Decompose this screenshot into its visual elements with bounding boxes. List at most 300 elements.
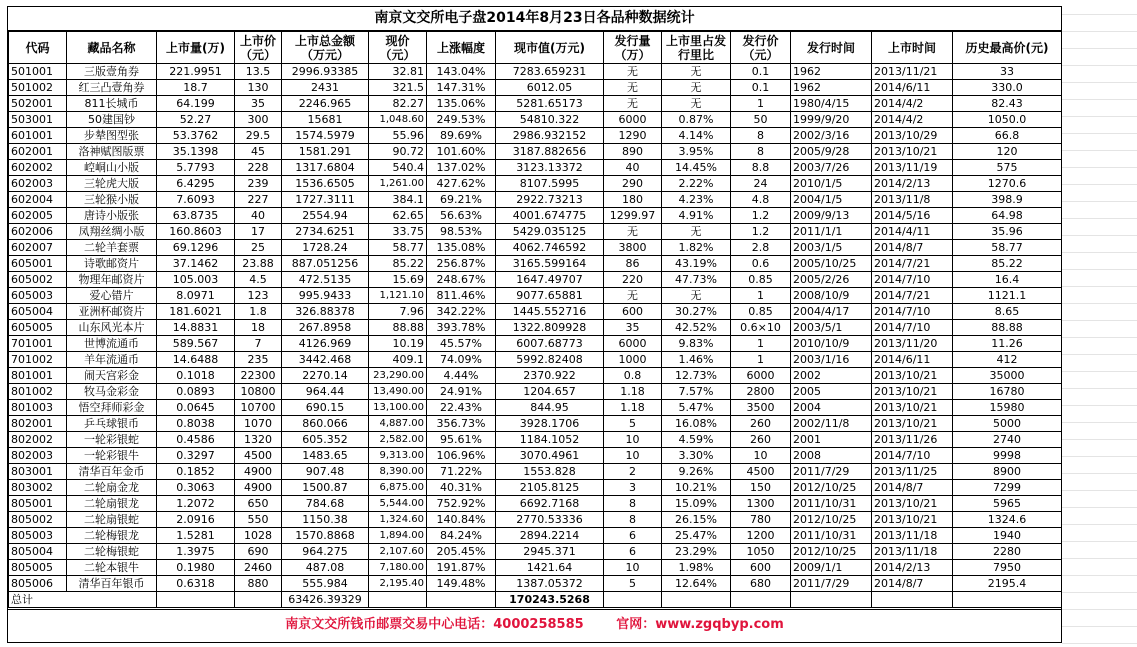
table-cell[interactable]: 二轮扇银蛇 [67, 512, 157, 528]
table-cell[interactable]: 8.65 [953, 304, 1062, 320]
table-cell[interactable]: 3.30% [662, 448, 731, 464]
table-cell[interactable]: 1421.64 [496, 560, 604, 576]
table-cell[interactable]: 1050.0 [953, 112, 1062, 128]
table-cell[interactable]: 30.27% [662, 304, 731, 320]
table-cell[interactable]: 398.9 [953, 192, 1062, 208]
table-cell[interactable]: 135.06% [427, 96, 496, 112]
table-cell[interactable] [427, 592, 496, 608]
table-cell[interactable]: 2770.53336 [496, 512, 604, 528]
table-cell[interactable]: 7 [235, 336, 282, 352]
table-cell[interactable]: 2370.922 [496, 368, 604, 384]
table-cell[interactable]: 181.6021 [157, 304, 235, 320]
table-cell[interactable]: 342.22% [427, 304, 496, 320]
table-cell[interactable]: 45 [235, 144, 282, 160]
table-cell[interactable]: 140.84% [427, 512, 496, 528]
table-cell[interactable]: 11.26 [953, 336, 1062, 352]
table-cell[interactable]: 22.43% [427, 400, 496, 416]
table-cell[interactable]: 487.08 [282, 560, 369, 576]
table-cell[interactable]: 2014/8/7 [872, 240, 953, 256]
table-cell[interactable]: 54810.322 [496, 112, 604, 128]
table-cell[interactable]: 802001 [9, 416, 67, 432]
table-cell[interactable]: 540.4 [369, 160, 427, 176]
table-cell[interactable]: 2013/11/8 [872, 192, 953, 208]
table-cell[interactable]: 1.98% [662, 560, 731, 576]
table-cell[interactable]: 1150.38 [282, 512, 369, 528]
table-cell[interactable]: 清华百年银币 [67, 576, 157, 592]
table-cell[interactable]: 256.87% [427, 256, 496, 272]
table-cell[interactable]: 6000 [731, 368, 791, 384]
table-cell[interactable]: 600 [604, 304, 662, 320]
table-cell[interactable]: 811.46% [427, 288, 496, 304]
table-cell[interactable]: 2005/2/26 [791, 272, 872, 288]
table-cell[interactable]: 2013/10/21 [872, 512, 953, 528]
table-cell[interactable]: 4900 [235, 464, 282, 480]
table-cell[interactable]: 63.8735 [157, 208, 235, 224]
table-cell[interactable]: 1574.5979 [282, 128, 369, 144]
table-cell[interactable]: 2013/11/18 [872, 544, 953, 560]
table-cell[interactable]: 1962 [791, 80, 872, 96]
table-cell[interactable]: 2004 [791, 400, 872, 416]
table-cell[interactable]: 801002 [9, 384, 67, 400]
table-cell[interactable]: 10 [604, 560, 662, 576]
table-cell[interactable]: 5281.65173 [496, 96, 604, 112]
table-cell[interactable]: 880 [235, 576, 282, 592]
table-cell[interactable]: 780 [731, 512, 791, 528]
table-cell[interactable]: 235 [235, 352, 282, 368]
table-cell[interactable]: 9,313.00 [369, 448, 427, 464]
table-cell[interactable]: 589.567 [157, 336, 235, 352]
table-cell[interactable]: 1050 [731, 544, 791, 560]
table-cell[interactable]: 3928.1706 [496, 416, 604, 432]
table-cell[interactable]: 605002 [9, 272, 67, 288]
table-cell[interactable]: 2.8 [731, 240, 791, 256]
table-cell[interactable]: 55.96 [369, 128, 427, 144]
table-cell[interactable]: 0.3063 [157, 480, 235, 496]
table-cell[interactable]: 2986.932152 [496, 128, 604, 144]
table-cell[interactable]: 1000 [604, 352, 662, 368]
table-cell[interactable]: 7283.659231 [496, 64, 604, 80]
table-cell[interactable]: 二轮梅银龙 [67, 528, 157, 544]
table-cell[interactable]: 802003 [9, 448, 67, 464]
table-cell[interactable]: 1.8 [235, 304, 282, 320]
table-cell[interactable]: 801001 [9, 368, 67, 384]
table-cell[interactable] [791, 592, 872, 608]
table-cell[interactable]: 805005 [9, 560, 67, 576]
table-cell[interactable]: 9.26% [662, 464, 731, 480]
table-cell[interactable]: 803001 [9, 464, 67, 480]
table-cell[interactable]: 0.1 [731, 80, 791, 96]
table-cell[interactable]: 2010/1/5 [791, 176, 872, 192]
table-cell[interactable]: 24 [731, 176, 791, 192]
table-cell[interactable]: 二轮本银牛 [67, 560, 157, 576]
table-cell[interactable]: 无 [604, 288, 662, 304]
table-cell[interactable]: 10 [731, 448, 791, 464]
table-cell[interactable]: 2003/1/5 [791, 240, 872, 256]
table-cell[interactable]: 602002 [9, 160, 67, 176]
table-cell[interactable]: 47.73% [662, 272, 731, 288]
table-cell[interactable]: 1,324.60 [369, 512, 427, 528]
table-cell[interactable]: 1.18 [604, 384, 662, 400]
table-cell[interactable]: 89.69% [427, 128, 496, 144]
table-cell[interactable]: 907.48 [282, 464, 369, 480]
table-cell[interactable]: 无 [662, 224, 731, 240]
table-cell[interactable]: 321.5 [369, 80, 427, 96]
table-cell[interactable]: 2002/3/16 [791, 128, 872, 144]
table-cell[interactable]: 4500 [235, 448, 282, 464]
table-cell[interactable]: 3500 [731, 400, 791, 416]
table-cell[interactable]: 260 [731, 416, 791, 432]
table-cell[interactable]: 326.88378 [282, 304, 369, 320]
table-cell[interactable]: 1940 [953, 528, 1062, 544]
table-cell[interactable]: 爱心错片 [67, 288, 157, 304]
table-cell[interactable]: 267.8958 [282, 320, 369, 336]
table-cell[interactable]: 33.75 [369, 224, 427, 240]
table-cell[interactable]: 602007 [9, 240, 67, 256]
table-cell[interactable]: 811长城币 [67, 96, 157, 112]
table-cell[interactable]: 260 [731, 432, 791, 448]
table-cell[interactable]: 3165.599164 [496, 256, 604, 272]
table-cell[interactable]: 2005/10/25 [791, 256, 872, 272]
table-cell[interactable]: 2003/7/26 [791, 160, 872, 176]
table-cell[interactable]: 605004 [9, 304, 67, 320]
table-cell[interactable]: 8.8 [731, 160, 791, 176]
table-cell[interactable]: 4.14% [662, 128, 731, 144]
table-cell[interactable]: 887.051256 [282, 256, 369, 272]
table-cell[interactable]: 15681 [282, 112, 369, 128]
table-cell[interactable]: 40 [604, 160, 662, 176]
table-cell[interactable]: 1581.291 [282, 144, 369, 160]
table-cell[interactable]: 86 [604, 256, 662, 272]
table-cell[interactable]: 330.0 [953, 80, 1062, 96]
table-cell[interactable]: 2,107.60 [369, 544, 427, 560]
table-cell[interactable]: 2008/10/9 [791, 288, 872, 304]
table-cell[interactable]: 555.984 [282, 576, 369, 592]
table-cell[interactable]: 2002 [791, 368, 872, 384]
table-cell[interactable]: 2195.4 [953, 576, 1062, 592]
table-cell[interactable]: 1,048.60 [369, 112, 427, 128]
table-cell[interactable]: 427.62% [427, 176, 496, 192]
table-cell[interactable]: 2014/2/13 [872, 176, 953, 192]
table-cell[interactable]: 1 [731, 96, 791, 112]
table-cell[interactable]: 2013/10/29 [872, 128, 953, 144]
table-cell[interactable]: 诗歌邮资片 [67, 256, 157, 272]
table-cell[interactable]: 4.91% [662, 208, 731, 224]
table-cell[interactable]: 2740 [953, 432, 1062, 448]
table-cell[interactable]: 1324.6 [953, 512, 1062, 528]
table-cell[interactable]: 2009/9/13 [791, 208, 872, 224]
table-cell[interactable]: 4001.674775 [496, 208, 604, 224]
table-cell[interactable]: 亚洲杯邮资片 [67, 304, 157, 320]
table-cell[interactable]: 6,875.00 [369, 480, 427, 496]
table-cell[interactable]: 32.81 [369, 64, 427, 80]
table-cell[interactable]: 0.6318 [157, 576, 235, 592]
table-cell[interactable] [953, 592, 1062, 608]
table-cell[interactable]: 37.1462 [157, 256, 235, 272]
table-cell[interactable]: 2013/10/21 [872, 144, 953, 160]
table-cell[interactable]: 602001 [9, 144, 67, 160]
table-cell[interactable]: 2014/6/11 [872, 80, 953, 96]
table-cell[interactable]: 137.02% [427, 160, 496, 176]
table-cell[interactable]: 1.2072 [157, 496, 235, 512]
table-cell[interactable]: 山东风光本片 [67, 320, 157, 336]
table-cell[interactable]: 220 [604, 272, 662, 288]
table-cell[interactable]: 2005 [791, 384, 872, 400]
table-cell[interactable]: 红三凸壹角券 [67, 80, 157, 96]
table-cell[interactable]: 1962 [791, 64, 872, 80]
table-cell[interactable]: 8 [731, 144, 791, 160]
table-cell[interactable]: 1.5281 [157, 528, 235, 544]
table-cell[interactable]: 64.199 [157, 96, 235, 112]
table-cell[interactable]: 42.52% [662, 320, 731, 336]
table-cell[interactable]: 8 [731, 128, 791, 144]
table-cell[interactable]: 501002 [9, 80, 67, 96]
table-cell[interactable]: 180 [604, 192, 662, 208]
table-cell[interactable]: 105.003 [157, 272, 235, 288]
table-cell[interactable]: 1317.6804 [282, 160, 369, 176]
table-cell[interactable]: 35 [235, 96, 282, 112]
table-cell[interactable]: 690.15 [282, 400, 369, 416]
table-cell[interactable] [662, 592, 731, 608]
table-cell[interactable]: 9.83% [662, 336, 731, 352]
table-cell[interactable]: 16.08% [662, 416, 731, 432]
table-cell[interactable]: 2945.371 [496, 544, 604, 560]
table-cell[interactable]: 4062.746592 [496, 240, 604, 256]
table-cell[interactable]: 3 [604, 480, 662, 496]
table-cell[interactable]: 1999/9/20 [791, 112, 872, 128]
table-cell[interactable]: 6692.7168 [496, 496, 604, 512]
table-cell[interactable]: 无 [662, 96, 731, 112]
table-cell[interactable]: 10 [604, 432, 662, 448]
table-cell[interactable]: 50 [731, 112, 791, 128]
table-cell[interactable]: 2010/10/9 [791, 336, 872, 352]
table-cell[interactable]: 一轮彩银蛇 [67, 432, 157, 448]
table-cell[interactable]: 1.3975 [157, 544, 235, 560]
table-cell[interactable]: 2.0916 [157, 512, 235, 528]
table-cell[interactable]: 1.18 [604, 400, 662, 416]
table-cell[interactable]: 2009/1/1 [791, 560, 872, 576]
table-cell[interactable]: 1,121.10 [369, 288, 427, 304]
table-cell[interactable]: 52.27 [157, 112, 235, 128]
table-cell[interactable]: 1200 [731, 528, 791, 544]
table-cell[interactable]: 2002/11/8 [791, 416, 872, 432]
table-cell[interactable]: 2013/11/26 [872, 432, 953, 448]
table-cell[interactable]: 26.15% [662, 512, 731, 528]
table-cell[interactable]: 无 [662, 288, 731, 304]
table-cell[interactable]: 29.5 [235, 128, 282, 144]
table-cell[interactable]: 1290 [604, 128, 662, 144]
table-cell[interactable]: 2014/4/11 [872, 224, 953, 240]
table-cell[interactable]: 4900 [235, 480, 282, 496]
table-cell[interactable]: 1387.05372 [496, 576, 604, 592]
table-cell[interactable]: 12.73% [662, 368, 731, 384]
table-cell[interactable]: 964.275 [282, 544, 369, 560]
table-cell[interactable]: 5000 [953, 416, 1062, 432]
table-cell[interactable]: 3800 [604, 240, 662, 256]
table-cell[interactable]: 24.91% [427, 384, 496, 400]
table-cell[interactable]: 805003 [9, 528, 67, 544]
table-cell[interactable]: 2 [604, 464, 662, 480]
table-cell[interactable]: 239 [235, 176, 282, 192]
table-cell[interactable]: 605005 [9, 320, 67, 336]
table-cell[interactable]: 191.87% [427, 560, 496, 576]
table-cell[interactable]: 1204.657 [496, 384, 604, 400]
table-cell[interactable]: 805001 [9, 496, 67, 512]
table-cell[interactable]: 闹天宫彩金 [67, 368, 157, 384]
total-market-value[interactable]: 170243.5268 [496, 592, 604, 608]
table-cell[interactable]: 69.1296 [157, 240, 235, 256]
table-cell[interactable]: 0.85 [731, 304, 791, 320]
table-cell[interactable]: 0.4586 [157, 432, 235, 448]
table-cell[interactable]: 15.69 [369, 272, 427, 288]
table-cell[interactable]: 0.8038 [157, 416, 235, 432]
table-cell[interactable]: 66.8 [953, 128, 1062, 144]
table-cell[interactable]: 2996.93385 [282, 64, 369, 80]
table-cell[interactable]: 290 [604, 176, 662, 192]
table-cell[interactable]: 0.85 [731, 272, 791, 288]
table-cell[interactable]: 6007.68773 [496, 336, 604, 352]
table-cell[interactable]: 680 [731, 576, 791, 592]
table-cell[interactable]: 8900 [953, 464, 1062, 480]
table-cell[interactable]: 0.1980 [157, 560, 235, 576]
table-cell[interactable]: 74.09% [427, 352, 496, 368]
table-cell[interactable]: 0.6×10 [731, 320, 791, 336]
table-cell[interactable]: 2922.73213 [496, 192, 604, 208]
table-cell[interactable]: 22300 [235, 368, 282, 384]
table-cell[interactable]: 58.77 [369, 240, 427, 256]
table-cell[interactable]: 0.0893 [157, 384, 235, 400]
table-cell[interactable]: 1,894.00 [369, 528, 427, 544]
table-cell[interactable]: 2012/10/25 [791, 544, 872, 560]
table-cell[interactable]: 147.31% [427, 80, 496, 96]
table-cell[interactable]: 7299 [953, 480, 1062, 496]
table-cell[interactable]: 160.8603 [157, 224, 235, 240]
table-cell[interactable]: 95.61% [427, 432, 496, 448]
table-cell[interactable]: 135.08% [427, 240, 496, 256]
table-cell[interactable]: 1536.6505 [282, 176, 369, 192]
table-cell[interactable]: 690 [235, 544, 282, 560]
table-cell[interactable]: 16.4 [953, 272, 1062, 288]
table-cell[interactable]: 二轮扇银龙 [67, 496, 157, 512]
table-cell[interactable] [731, 592, 791, 608]
table-cell[interactable]: 7.6093 [157, 192, 235, 208]
table-cell[interactable]: 3442.468 [282, 352, 369, 368]
table-cell[interactable]: 2001 [791, 432, 872, 448]
table-cell[interactable]: 550 [235, 512, 282, 528]
table-cell[interactable]: 412 [953, 352, 1062, 368]
table-cell[interactable]: 844.95 [496, 400, 604, 416]
table-cell[interactable]: 43.19% [662, 256, 731, 272]
table-cell[interactable]: 4.8 [731, 192, 791, 208]
table-cell[interactable]: 501001 [9, 64, 67, 80]
table-cell[interactable]: 62.65 [369, 208, 427, 224]
table-cell[interactable]: 58.77 [953, 240, 1062, 256]
table-cell[interactable]: 10.21% [662, 480, 731, 496]
table-cell[interactable]: 2014/7/10 [872, 272, 953, 288]
table-cell[interactable]: 16780 [953, 384, 1062, 400]
table-cell[interactable]: 14.6488 [157, 352, 235, 368]
table-cell[interactable]: 15980 [953, 400, 1062, 416]
table-cell[interactable]: 2012/10/25 [791, 512, 872, 528]
table-cell[interactable]: 600 [731, 560, 791, 576]
table-cell[interactable]: 23.29% [662, 544, 731, 560]
table-cell[interactable]: 2013/11/21 [872, 64, 953, 80]
table-cell[interactable]: 40 [235, 208, 282, 224]
table-cell[interactable]: 6 [604, 544, 662, 560]
table-cell[interactable]: 106.96% [427, 448, 496, 464]
table-cell[interactable]: 2013/10/21 [872, 400, 953, 416]
table-cell[interactable]: 1570.8868 [282, 528, 369, 544]
table-cell[interactable]: 5 [604, 576, 662, 592]
table-cell[interactable]: 1553.828 [496, 464, 604, 480]
table-cell[interactable]: 2,582.00 [369, 432, 427, 448]
table-cell[interactable]: 249.53% [427, 112, 496, 128]
table-cell[interactable]: 98.53% [427, 224, 496, 240]
table-cell[interactable]: 805006 [9, 576, 67, 592]
table-cell[interactable]: 15.09% [662, 496, 731, 512]
table-cell[interactable]: 2013/10/21 [872, 384, 953, 400]
table-cell[interactable]: 1.82% [662, 240, 731, 256]
table-cell[interactable]: 45.57% [427, 336, 496, 352]
table-cell[interactable]: 650 [235, 496, 282, 512]
table-cell[interactable]: 0.87% [662, 112, 731, 128]
table-cell[interactable]: 1322.809928 [496, 320, 604, 336]
table-cell[interactable]: 乒乓球银币 [67, 416, 157, 432]
table-cell[interactable]: 2013/11/19 [872, 160, 953, 176]
table-cell[interactable]: 5,544.00 [369, 496, 427, 512]
table-cell[interactable]: 123 [235, 288, 282, 304]
table-cell[interactable]: 4.5 [235, 272, 282, 288]
table-cell[interactable]: 2008 [791, 448, 872, 464]
table-cell[interactable]: 40.31% [427, 480, 496, 496]
table-cell[interactable]: 一轮彩银牛 [67, 448, 157, 464]
table-cell[interactable]: 1184.1052 [496, 432, 604, 448]
table-cell[interactable]: 5.47% [662, 400, 731, 416]
table-cell[interactable]: 890 [604, 144, 662, 160]
table-cell[interactable]: 3123.13372 [496, 160, 604, 176]
table-cell[interactable]: 无 [604, 224, 662, 240]
table-cell[interactable]: 1121.1 [953, 288, 1062, 304]
table-cell[interactable]: 1.2 [731, 224, 791, 240]
table-cell[interactable]: 149.48% [427, 576, 496, 592]
table-cell[interactable]: 88.88 [953, 320, 1062, 336]
table-cell[interactable]: 6 [604, 528, 662, 544]
table-cell[interactable]: 143.04% [427, 64, 496, 80]
table-cell[interactable]: 2014/2/13 [872, 560, 953, 576]
table-cell[interactable]: 860.066 [282, 416, 369, 432]
table-cell[interactable]: 228 [235, 160, 282, 176]
table-cell[interactable]: 0.1018 [157, 368, 235, 384]
table-cell[interactable]: 2554.94 [282, 208, 369, 224]
table-cell[interactable]: 2013/10/21 [872, 416, 953, 432]
table-cell[interactable]: 1300 [731, 496, 791, 512]
table-cell[interactable]: 无 [604, 80, 662, 96]
table-cell[interactable]: 7.57% [662, 384, 731, 400]
table-cell[interactable]: 6012.05 [496, 80, 604, 96]
table-cell[interactable]: 150 [731, 480, 791, 496]
table-cell[interactable]: 3187.882656 [496, 144, 604, 160]
table-cell[interactable] [157, 592, 235, 608]
table-cell[interactable]: 701001 [9, 336, 67, 352]
table-cell[interactable]: 14.8831 [157, 320, 235, 336]
table-cell[interactable]: 悟空拜师彩金 [67, 400, 157, 416]
table-cell[interactable]: 2013/10/21 [872, 368, 953, 384]
table-cell[interactable]: 2246.965 [282, 96, 369, 112]
table-cell[interactable]: 1728.24 [282, 240, 369, 256]
table-cell[interactable]: 2734.6251 [282, 224, 369, 240]
table-cell[interactable]: 995.9433 [282, 288, 369, 304]
table-cell[interactable]: 10 [604, 448, 662, 464]
table-cell[interactable]: 2460 [235, 560, 282, 576]
